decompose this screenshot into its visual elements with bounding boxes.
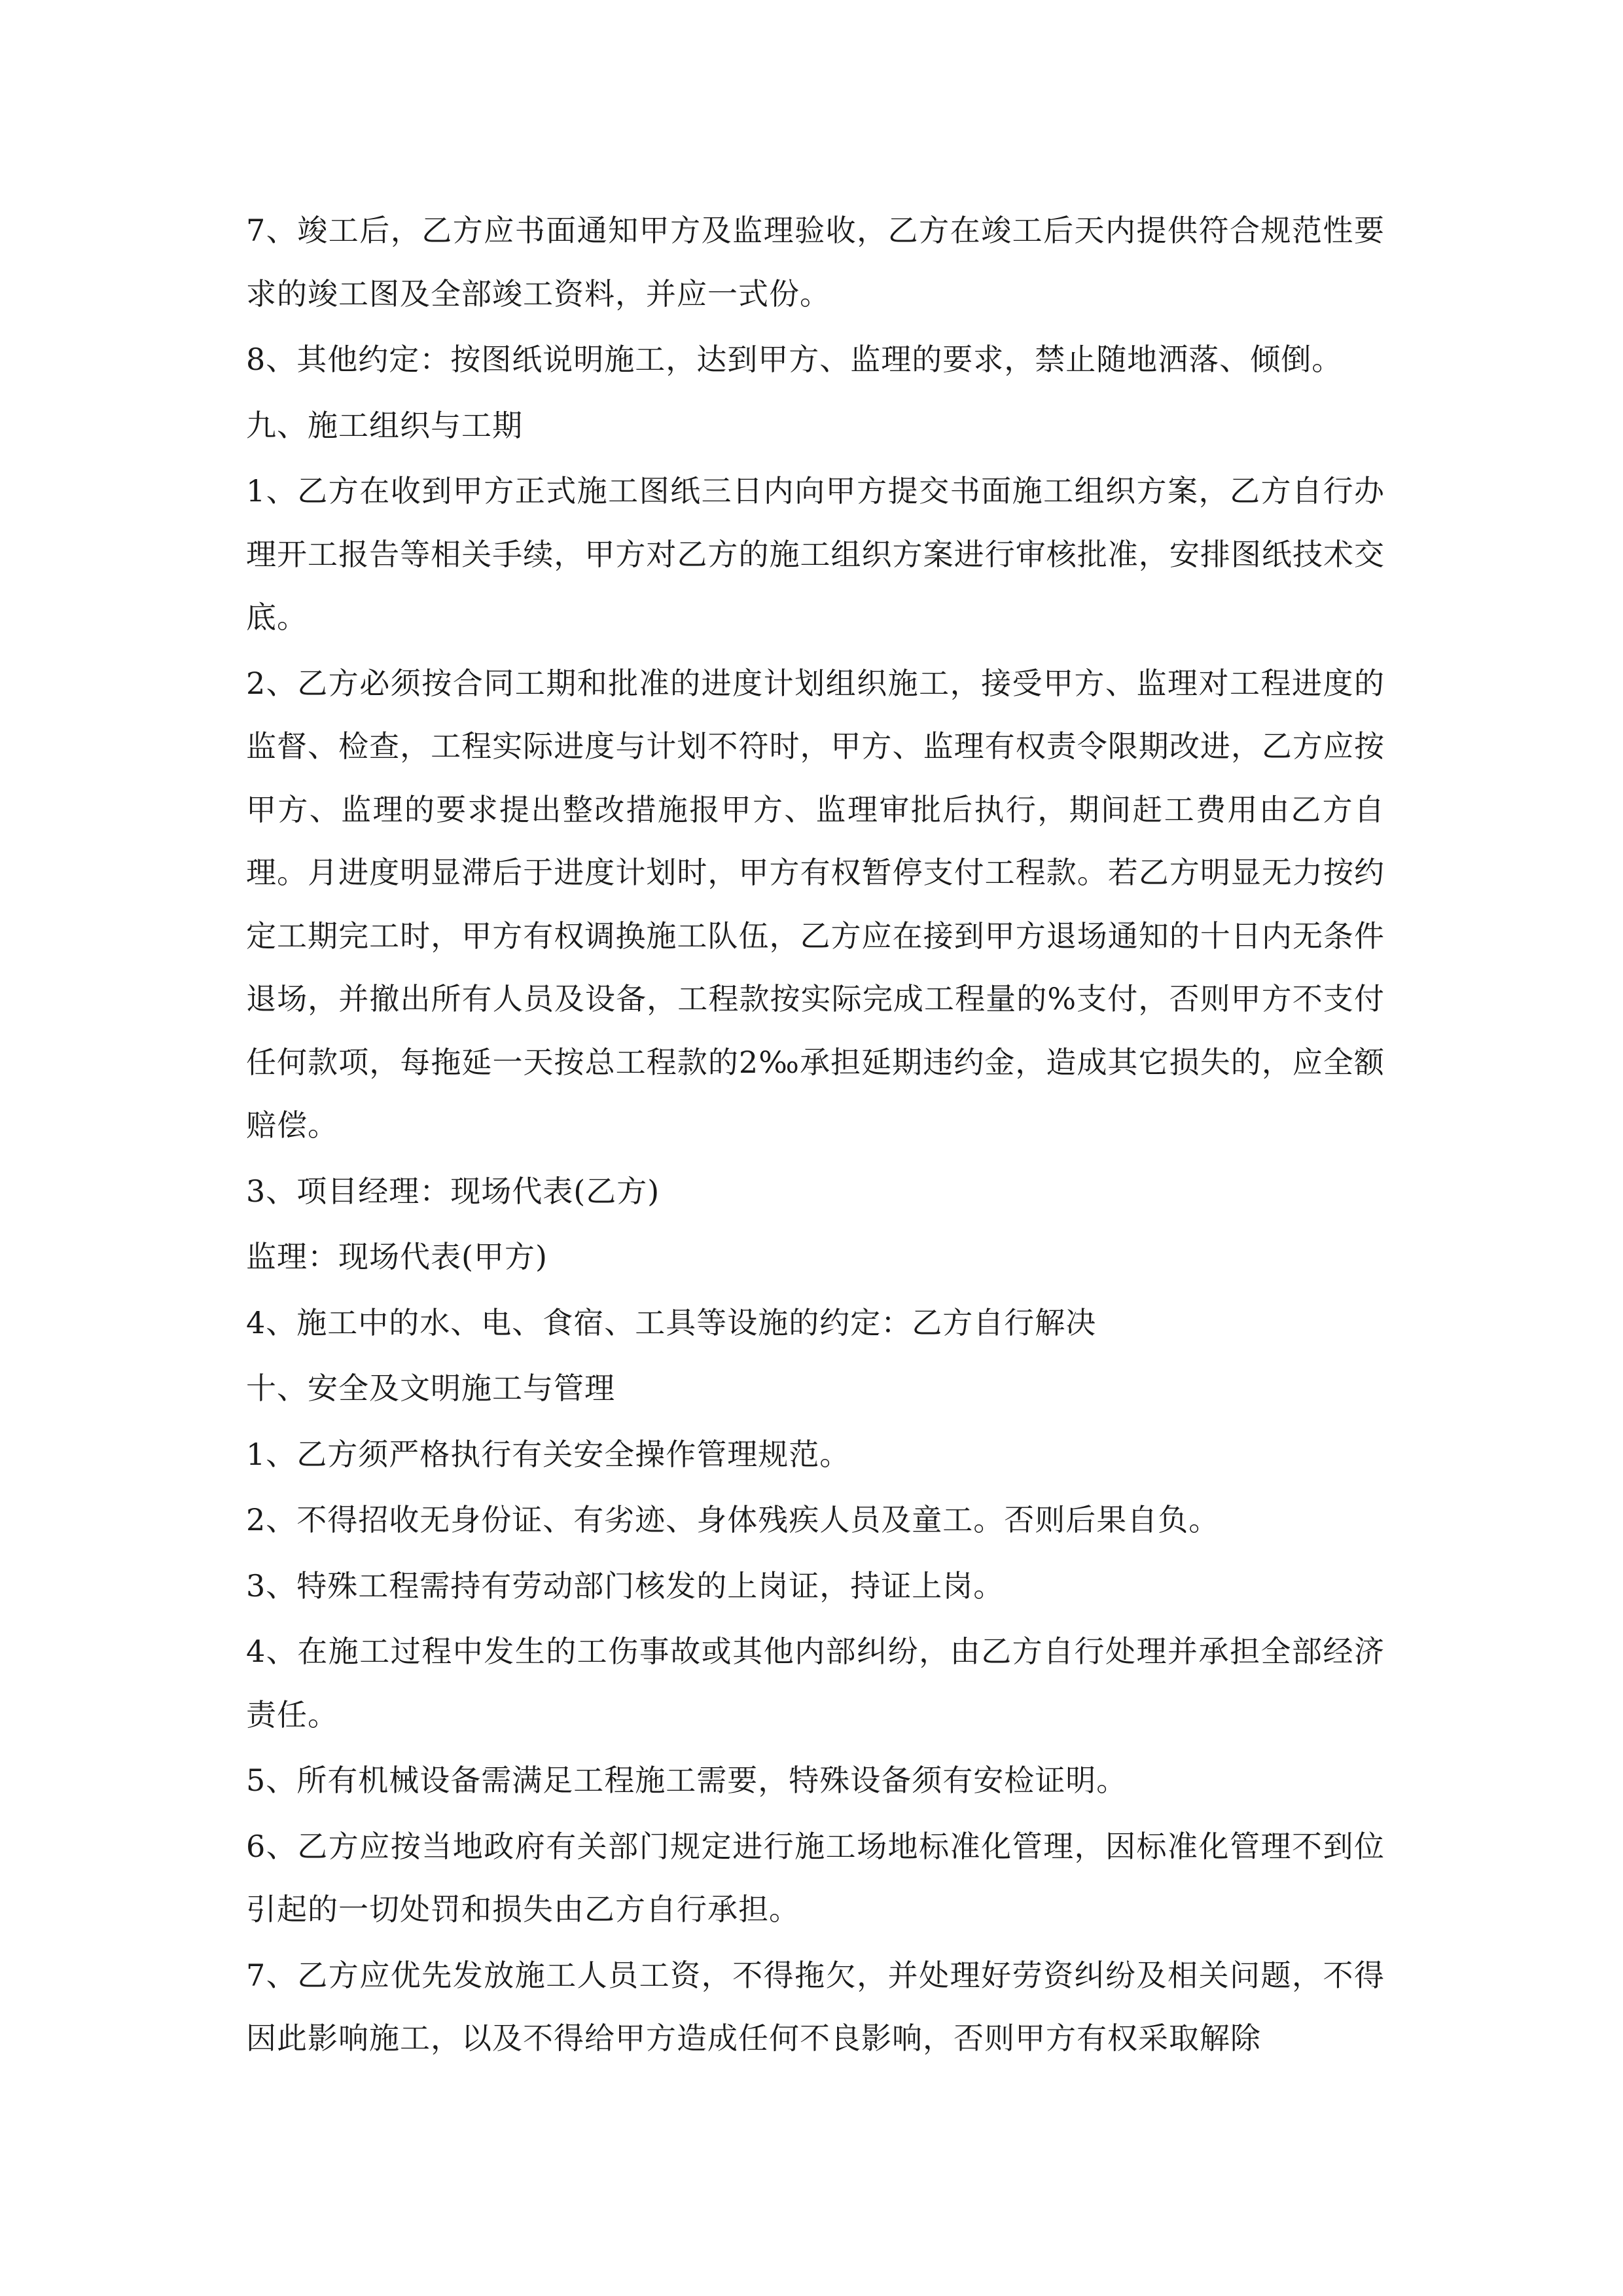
clause-10-2: 2、不得招收无身份证、有劣迹、身体残疾人员及童工。否则后果自负。 bbox=[246, 1502, 1220, 1537]
clause-10-7: 7、乙方应优先发放施工人员工资，不得拖欠，并处理好劳资纠纷及相关问题，不得因此影响施工，以及不得给甲方造成任何不良影响，否则甲方有权采取解除 bbox=[246, 1957, 1385, 2056]
clause-9-2: 2、乙方必须按合同工期和批准的进度计划组织施工，接受甲方、监理对工程进度的监督、检查，工程实际进度与计划不符时，甲方、监理有权责令限期改进，乙方应按甲方、监理的要求提出整改措施报甲方、监理审批后执行，期间赶工费用由乙方自理。月进度明显滞后于进度计划时，甲方有权暂停支付工程款。若乙方明显无力按约定工期完工时，甲方有权调换施工队伍，乙方应在接到甲方退场通知的十日内无条件退场，并撤出所有人员及设备，工程款按实际完成工程量的%支付，否则甲方不支付任何款项，每拖延一天按总工程款的2‰承担延期违约金，造成其它损失的，应全额赔偿。 bbox=[246, 665, 1385, 1143]
clause-9-4: 4、施工中的水、电、食宿、工具等设施的约定：乙方自行解决 bbox=[246, 1304, 1097, 1340]
document-body bbox=[246, 199, 1385, 2073]
clause-8-7-completion: 7、竣工后，乙方应书面通知甲方及监理验收，乙方在竣工后天内提供符合规范性要求的竣工图及全部竣工资料，并应一式份。 bbox=[246, 213, 1385, 312]
section-heading-10: 十、安全及文明施工与管理 bbox=[246, 1371, 615, 1406]
section-heading-9: 九、施工组织与工期 bbox=[246, 407, 523, 443]
clause-10-1: 1、乙方须严格执行有关安全操作管理规范。 bbox=[246, 1436, 851, 1472]
clause-9-3-supervisor: 监理：现场代表(甲方) bbox=[246, 1239, 548, 1274]
clause-10-6: 6、乙方应按当地政府有关部门规定进行施工场地标准化管理，因标准化管理不到位引起的一切处罚和损失由乙方自行承担。 bbox=[246, 1828, 1385, 1927]
clause-9-1: 1、乙方在收到甲方正式施工图纸三日内向甲方提交书面施工组织方案，乙方自行办理开工报告等相关手续，甲方对乙方的施工组织方案进行审核批准，安排图纸技术交底。 bbox=[246, 473, 1385, 635]
clause-9-3: 3、项目经理：现场代表(乙方) bbox=[246, 1173, 660, 1209]
clause-10-5: 5、所有机械设备需满足工程施工需要，特殊设备须有安检证明。 bbox=[246, 1763, 1128, 1798]
clause-10-3: 3、特殊工程需持有劳动部门核发的上岗证，持证上岗。 bbox=[246, 1568, 1005, 1604]
clause-10-4: 4、在施工过程中发生的工伤事故或其他内部纠纷，由乙方自行处理并承担全部经济责任。 bbox=[246, 1634, 1385, 1732]
clause-8-8-other: 8、其他约定：按图纸说明施工，达到甲方、监理的要求，禁止随地洒落、倾倒。 bbox=[246, 342, 1343, 377]
